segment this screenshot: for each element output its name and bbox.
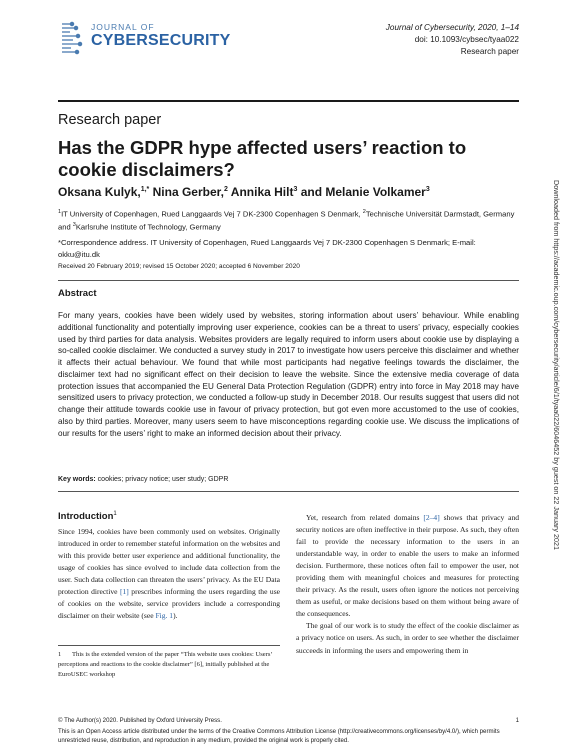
section-heading-introduction [58,511,117,522]
keywords-label: Key words: [58,476,96,483]
paragraph: The goal of our work is to study the effect of the cookie disclaimer as a privacy notice on users. As such, in order to see whether the disclaimer succeeds in informing the users and empowering them in [296,621,519,655]
affil-text: Karlsruhe Institute of Technology, Germany [75,222,221,232]
copyright: © The Author(s) 2020. Published by Oxford University Press. [58,717,222,724]
body-text: ). [173,611,178,621]
body-text: Yet, research from related domains [306,513,424,522]
footnote-marker[interactable]: 1 [113,511,117,517]
correspondence: *Correspondence address. IT University of Copenhagen, Rued Langgaards Vej 7 DK-2300 Copenhagen S Denmark; E-mail: okku@itu.dk [58,238,476,259]
author-affil-marker: 2 [223,186,228,193]
doi-link[interactable]: doi: 10.1093/cybsec/tyaa022 [414,35,519,45]
logo-line1: JOURNAL OF [91,22,155,32]
affil-marker: 1 [58,209,62,215]
author-name: and Melanie Volkamer [297,185,426,199]
abstract-top-rule [58,280,519,281]
logo-line2: CYBERSECURITY [91,32,231,49]
body-column-left [58,526,280,622]
affil-marker: 3 [72,222,76,229]
body-text: Since 1994, cookies have been commonly used on websites. Originally introduced in order to remember stateful information on the websites and with this provide better user experience and additional functionality, the usage of cookies has since evolved to include data collection from the user. Such data collection can threaten the users’ privacy. As the EU Data protection directive [58,527,280,597]
figure-link[interactable]: Fig. 1 [155,611,174,621]
author-name: Oksana Kulyk, [58,185,141,199]
header-article-type: Research paper [460,47,519,57]
citation-link[interactable]: [1] [120,587,129,597]
paper-title: Has the GDPR hype affected users’ reaction to cookie disclaimers? [58,137,467,180]
author-affil-marker: 3 [293,186,298,193]
body-column-right [296,512,519,657]
affil-text: IT University of Copenhagen, Rued Langgaards Vej 7 DK-2300 Copenhagen S Denmark, [61,209,363,219]
header-citation [386,22,519,59]
footnote [58,650,280,680]
author-affil-marker: 3 [425,186,430,193]
affil-marker: 2 [362,209,366,215]
journal-reference: Journal of Cybersecurity, 2020, 1–14 [385,23,519,32]
body-text: shows that privacy and security notices are often ineffective in their purpose. As such, they often fail to provide the necessary information to the users in an understandable way, in order to enable the users to make an informed decision. Furthermore, these notices often fail to empower the user, not providing them with meaningful choices and measures for protecting their privacy. As the result, users often ignore the notices not perceiving them as useful, or make decisions based on them without being aware of the consequences. [296,513,519,619]
author-affil-marker: 1,* [140,186,150,193]
section-title: Introduction [58,511,114,523]
license-text: This is an Open Access article distributed under the terms of the Creative Commons Attribution License (http://creativecommons.org/licenses/by/4.0/), which permits unrestricted reuse, distribution, and reproduction in any medium, provided the original work is properly cited. [58,728,500,744]
side-note-text: Downloaded from https://academic.oup.com/cybersecurity/article/6/1/tyaa022/6046452 by guest on 22 January 2021 [552,180,561,550]
affiliations [58,207,518,233]
footnote-text: This is the extended version of the paper “This website uses cookies: Users’ perceptions and reactions to the cookie disclaimer” [6], initially published at the EuroUSEC workshop [58,651,273,678]
author-list [58,185,430,199]
received-dates: Received 20 February 2019; revised 15 October 2020; accepted 6 November 2020 [58,263,300,270]
footnote-number: 1 [58,651,62,658]
page-number: 1 [515,717,519,724]
footnote-rule [58,645,280,646]
article-type: Research paper [58,112,162,128]
abstract-text: For many years, cookies have been widely used by websites, storing information about users’ behaviour. While enabling additional functionality and potentially improving user experience, cookies can be a threat to users’ privacy, especially cookies used by third parties for data analysis. Websites providers are legally required to inform users about cookie use by displaying a so-called cookie disclaimer. We conducted a survey study in 2017 to investigate how users perceive this disclaimer and whether it affects their actual behaviour. We found that while most participants had negative feelings towards the disclaimer, the disclaimer text had no significant effect on their decision to leave the website. Since the extensive media coverage of data protection issues that accompanied the EU General Data Protection Regulation (GDPR) entry into force in May 2018 may have sensitized users to privacy protection, we conducted a follow-up study in December 2018. Our results suggest that users did not change their attitude towards cookie use in favour of privacy protection, but got even more accustomed to the use of cookies, also by third parties. Moreover, many users seem to have misconceptions regarding cookie use. We discuss the implications of our results for the users’ right to make an informed decision about their privacy. [58,311,519,438]
author-name: Nina Gerber, [149,185,224,199]
paragraph [296,512,519,620]
journal-emblem-icon [58,18,90,58]
keywords-text: cookies; privacy notice; user study; GDPR [95,476,229,483]
citation-link[interactable]: [2–4] [423,513,440,522]
abstract-heading: Abstract [58,288,97,299]
journal-logo [58,18,231,80]
author-name: Annika Hilt [227,185,294,199]
keywords [58,476,228,483]
header-rule [58,100,519,102]
affil-text: Technische Universität Darmstadt, Germany and [58,209,515,232]
abstract-bottom-rule [58,491,519,492]
body-text: prescribes informing the users regarding the use of cookies on the website, service providers include a corresponding disclaimer on their website (see [58,587,280,621]
download-side-note [554,180,568,570]
